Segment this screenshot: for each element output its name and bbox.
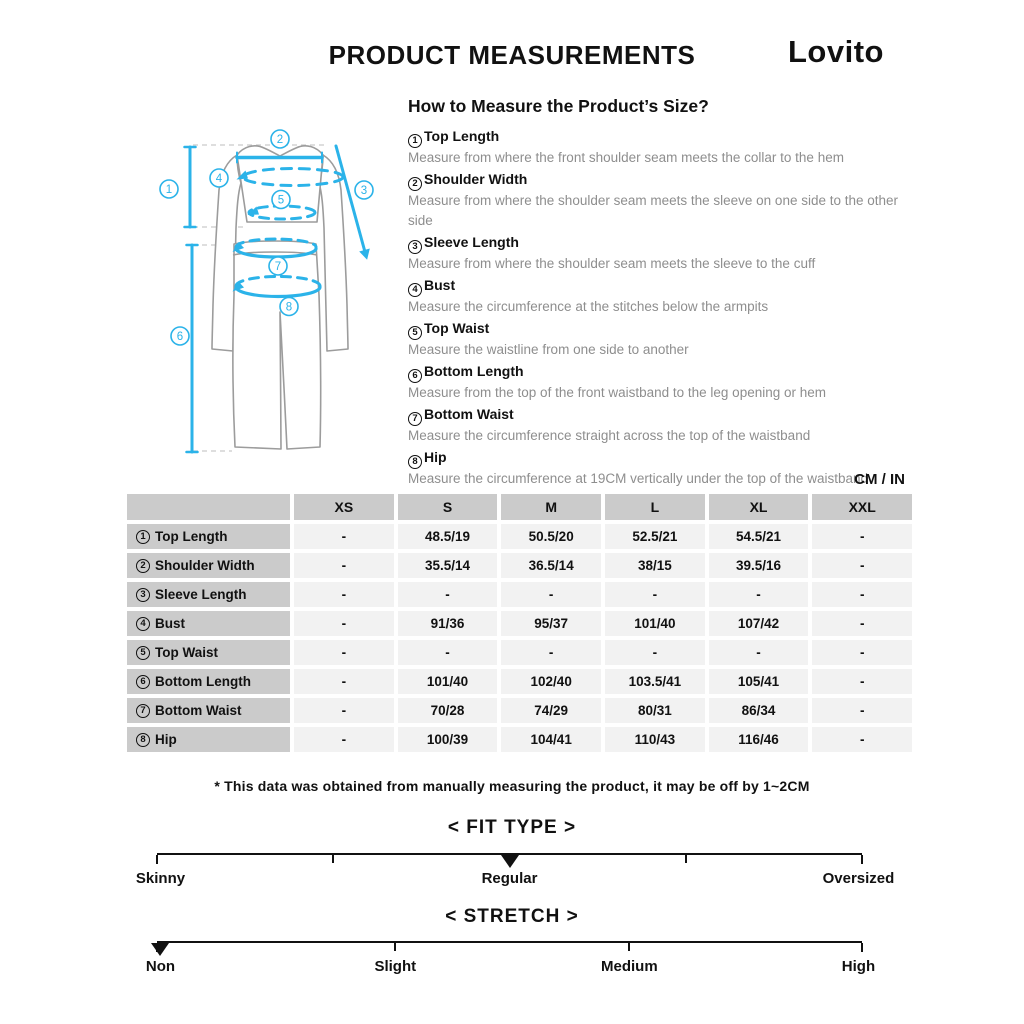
row-label bbox=[127, 669, 290, 694]
how-to-heading: How to Measure the Product’s Size? bbox=[408, 96, 709, 116]
row-label bbox=[127, 640, 290, 665]
svg-text:1: 1 bbox=[165, 184, 173, 196]
cell: 110/43 bbox=[605, 727, 705, 752]
svg-text:6: 6 bbox=[176, 331, 184, 343]
row-label-text: Bust bbox=[155, 616, 185, 631]
unit-note: CM / IN bbox=[854, 471, 905, 488]
svg-text:2: 2 bbox=[276, 134, 284, 146]
cell: - bbox=[294, 698, 394, 723]
cell: 95/37 bbox=[501, 611, 601, 636]
circled-number: 2 bbox=[408, 177, 422, 191]
instruction-label: Bottom Waist bbox=[424, 406, 514, 422]
stretch-scale bbox=[145, 941, 876, 977]
fit-type-tick bbox=[156, 855, 158, 864]
circled-number: 6 bbox=[408, 369, 422, 383]
svg-text:5: 5 bbox=[277, 194, 285, 207]
row-label bbox=[127, 698, 290, 723]
cell: 91/36 bbox=[398, 611, 498, 636]
column-header-s: S bbox=[398, 494, 498, 520]
brand-logo: Lovito bbox=[788, 34, 884, 69]
table-row-bust bbox=[127, 611, 912, 636]
instruction-desc: Measure from where the front shoulder seam meets the collar to the hem bbox=[408, 149, 844, 165]
measurement-disclaimer: * This data was obtained from manually measuring the product, it may be off by 1~2CM bbox=[214, 778, 810, 794]
cell: - bbox=[294, 727, 394, 752]
row-label bbox=[127, 524, 290, 549]
cell: 107/42 bbox=[709, 611, 809, 636]
row-label-text: Shoulder Width bbox=[155, 558, 255, 573]
cell: - bbox=[812, 698, 912, 723]
cell: 38/15 bbox=[605, 553, 705, 578]
fit-type-marker bbox=[501, 855, 519, 868]
circled-number: 7 bbox=[136, 704, 150, 718]
cell: 74/29 bbox=[501, 698, 601, 723]
circled-number: 8 bbox=[408, 455, 422, 469]
instruction-top-waist bbox=[408, 318, 908, 360]
circled-number: 1 bbox=[136, 530, 150, 544]
cell: - bbox=[709, 640, 809, 665]
instruction-desc: Measure from where the shoulder seam meets the sleeve on one side to the other side bbox=[408, 192, 899, 228]
stretch-label-slight: Slight bbox=[374, 958, 417, 975]
instruction-desc: Measure the circumference at the stitches below the armpits bbox=[408, 298, 769, 314]
instruction-desc: Measure the waistline from one side to another bbox=[408, 341, 689, 357]
fit-type-tick bbox=[685, 855, 687, 863]
fit-type-tick bbox=[332, 855, 334, 863]
table-row-bottom-length bbox=[127, 669, 912, 694]
row-label-text: Bottom Waist bbox=[155, 703, 242, 718]
cell: - bbox=[294, 524, 394, 549]
cell: - bbox=[294, 640, 394, 665]
stretch-label-non: Non bbox=[145, 958, 176, 975]
cell: - bbox=[709, 582, 809, 607]
row-label-text: Sleeve Length bbox=[155, 587, 247, 602]
instruction-desc: Measure the circumference straight across the top of the waistband bbox=[408, 427, 811, 443]
cell: 103.5/41 bbox=[605, 669, 705, 694]
circled-number: 2 bbox=[136, 559, 150, 573]
circled-number: 1 bbox=[408, 134, 422, 148]
table-row-bottom-waist bbox=[127, 698, 912, 723]
measurement-diagram bbox=[130, 100, 420, 475]
cell: 54.5/21 bbox=[709, 524, 809, 549]
fit-type-label-regular: Regular bbox=[481, 870, 538, 887]
fit-type-scale bbox=[135, 853, 895, 889]
row-label bbox=[127, 611, 290, 636]
stretch-tick bbox=[861, 943, 863, 952]
circled-number: 4 bbox=[136, 617, 150, 631]
cell: - bbox=[812, 640, 912, 665]
instruction-label: Sleeve Length bbox=[424, 234, 519, 250]
cell: 52.5/21 bbox=[605, 524, 705, 549]
size-table bbox=[127, 494, 912, 756]
stretch-tick bbox=[628, 943, 630, 951]
instruction-bottom-length bbox=[408, 361, 908, 403]
cell: - bbox=[398, 640, 498, 665]
cell: - bbox=[294, 669, 394, 694]
cell: 36.5/14 bbox=[501, 553, 601, 578]
stretch-heading: < STRETCH > bbox=[445, 906, 579, 927]
instruction-label: Bust bbox=[424, 277, 456, 293]
cell: 80/31 bbox=[605, 698, 705, 723]
instruction-desc: Measure from the top of the front waistband to the leg opening or hem bbox=[408, 384, 826, 400]
column-header-l: L bbox=[605, 494, 705, 520]
circled-number: 5 bbox=[408, 326, 422, 340]
how-to-measure-section bbox=[408, 96, 908, 490]
cell: - bbox=[398, 582, 498, 607]
circled-number: 7 bbox=[408, 412, 422, 426]
fit-type-label-skinny: Skinny bbox=[135, 870, 186, 887]
svg-text:4: 4 bbox=[215, 173, 223, 185]
instruction-bust bbox=[408, 275, 908, 317]
cell: 116/46 bbox=[709, 727, 809, 752]
cell: - bbox=[605, 640, 705, 665]
table-row-top-waist bbox=[127, 640, 912, 665]
stretch-label-high: High bbox=[841, 958, 876, 975]
cell: - bbox=[294, 582, 394, 607]
instruction-shoulder-width bbox=[408, 169, 908, 231]
svg-text:3: 3 bbox=[360, 185, 368, 197]
cell: 100/39 bbox=[398, 727, 498, 752]
row-label-text: Bottom Length bbox=[155, 674, 251, 689]
cell: 48.5/19 bbox=[398, 524, 498, 549]
stretch-marker bbox=[151, 943, 169, 956]
instruction-bottom-waist bbox=[408, 404, 908, 446]
circled-number: 5 bbox=[136, 646, 150, 660]
cell: - bbox=[812, 611, 912, 636]
cell: - bbox=[812, 669, 912, 694]
stretch-tick bbox=[394, 943, 396, 951]
table-row-hip bbox=[127, 727, 912, 752]
cell: 39.5/16 bbox=[709, 553, 809, 578]
table-row-shoulder-width bbox=[127, 553, 912, 578]
circled-number: 4 bbox=[408, 283, 422, 297]
svg-text:8: 8 bbox=[285, 301, 293, 314]
cell: - bbox=[812, 524, 912, 549]
row-label-text: Top Waist bbox=[155, 645, 218, 660]
instruction-desc: Measure from where the shoulder seam meets the sleeve to the cuff bbox=[408, 255, 816, 271]
cell: 35.5/14 bbox=[398, 553, 498, 578]
cell: 105/41 bbox=[709, 669, 809, 694]
instruction-label: Hip bbox=[424, 449, 447, 465]
cell: 102/40 bbox=[501, 669, 601, 694]
cell: 101/40 bbox=[398, 669, 498, 694]
circled-number: 8 bbox=[136, 733, 150, 747]
cell: 104/41 bbox=[501, 727, 601, 752]
cell: - bbox=[501, 640, 601, 665]
circled-number: 6 bbox=[136, 675, 150, 689]
cell: 70/28 bbox=[398, 698, 498, 723]
row-label bbox=[127, 582, 290, 607]
page-title: PRODUCT MEASUREMENTS bbox=[328, 40, 696, 70]
table-corner-cell bbox=[127, 494, 290, 520]
cell: 101/40 bbox=[605, 611, 705, 636]
row-label bbox=[127, 727, 290, 752]
column-header-xs: XS bbox=[294, 494, 394, 520]
circled-number: 3 bbox=[136, 588, 150, 602]
table-row-top-length bbox=[127, 524, 912, 549]
row-label bbox=[127, 553, 290, 578]
column-header-xxl: XXL bbox=[812, 494, 912, 520]
instruction-label: Bottom Length bbox=[424, 363, 524, 379]
instruction-desc: Measure the circumference at 19CM vertically under the top of the waistband bbox=[408, 470, 868, 486]
instruction-label: Shoulder Width bbox=[424, 171, 528, 187]
cell: - bbox=[294, 611, 394, 636]
table-row-sleeve-length bbox=[127, 582, 912, 607]
stretch-label-medium: Medium bbox=[601, 958, 658, 975]
cell: 50.5/20 bbox=[501, 524, 601, 549]
cell: - bbox=[294, 553, 394, 578]
fit-type-label-oversized: Oversized bbox=[822, 870, 895, 887]
column-header-xl: XL bbox=[709, 494, 809, 520]
fit-type-heading: < FIT TYPE > bbox=[447, 817, 577, 838]
instruction-sleeve-length bbox=[408, 232, 908, 274]
circled-number: 3 bbox=[408, 240, 422, 254]
instruction-label: Top Length bbox=[424, 128, 500, 144]
row-label-text: Hip bbox=[155, 732, 177, 747]
column-header-m: M bbox=[501, 494, 601, 520]
fit-type-tick bbox=[861, 855, 863, 864]
instruction-top-length bbox=[408, 126, 908, 168]
cell: - bbox=[605, 582, 705, 607]
cell: - bbox=[812, 727, 912, 752]
cell: 86/34 bbox=[709, 698, 809, 723]
cell: - bbox=[812, 582, 912, 607]
table-header-row bbox=[127, 494, 912, 520]
cell: - bbox=[501, 582, 601, 607]
row-label-text: Top Length bbox=[155, 529, 228, 544]
cell: - bbox=[812, 553, 912, 578]
svg-text:7: 7 bbox=[274, 261, 282, 273]
instruction-label: Top Waist bbox=[424, 320, 490, 336]
